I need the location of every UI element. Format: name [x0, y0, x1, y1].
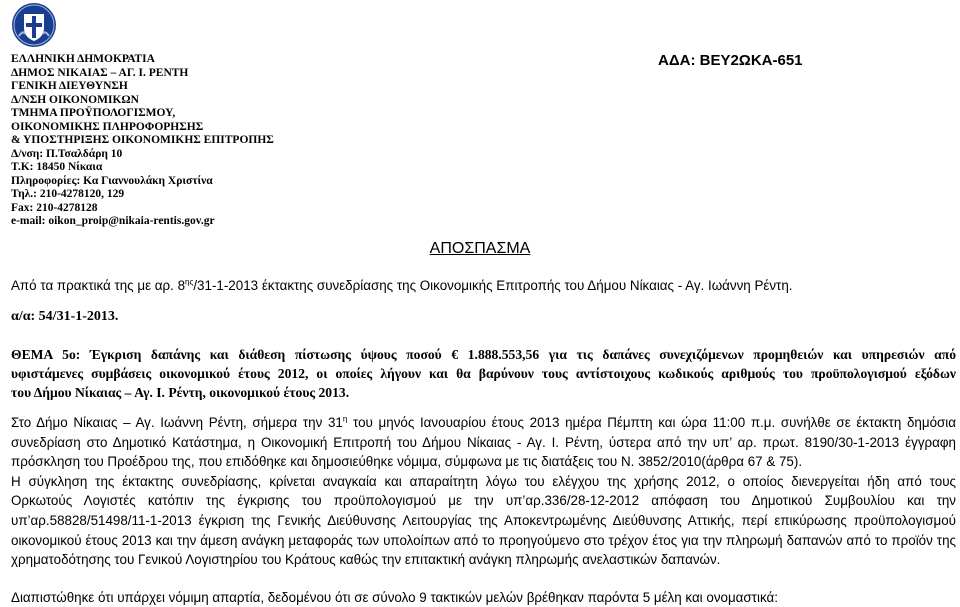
header-line: e-mail: oikon_proip@nikaia-rentis.gov.gr	[11, 215, 215, 227]
header-line: ΓΕΝΙΚΗ ΔΙΕΥΘΥΝΣΗ	[11, 80, 128, 92]
header-line: Τηλ.: 210-4278120, 129	[11, 188, 125, 200]
hellenic-republic-emblem-icon	[11, 2, 57, 48]
header-line: Πληροφορίες: Κα Γιαννουλάκη Χριστίνα	[11, 174, 213, 187]
body-line: πρόσκληση του Προέδρου της, που επιδόθηκε και δημοσιεύθηκε νόμιμα, σύμφωνα με τις διατάξεις του Ν. 3852/2010(άρθρα 67 & 75).	[11, 454, 803, 470]
header-line: Δ/ΝΣΗ ΟΙΚΟΝΟΜΙΚΩΝ	[11, 93, 139, 106]
ada-code: ΑΔΑ: ΒΕΥ2ΩΚΑ-651	[658, 52, 803, 69]
header-line: ΟΙΚΟΝΟΜΙΚΗΣ ΠΛΗΡΟΦΟΡΗΣΗΣ	[11, 120, 204, 133]
body-line: υπ’αρ.58828/51498/11-1-2013 έγκριση της Γενικής Διεύθυνσης Λειτουργίας της Αποκεντρωμένης Διεύθυνσης Αττικής, περί επικύρωσης προϋπολογισμού	[11, 512, 956, 528]
minutes-body	[11, 413, 956, 607]
body-line: Ορκωτούς Λογιστές κατόπιν της έγκρισης του προϋπολογισμού με την υπ’αρ.336/28-12-2012 απόφαση του Δημοτικού Συμβουλίου και την	[11, 493, 956, 509]
minutes-text-post: /31-1-2013 έκτακτης συνεδρίασης της Οικονομικής Επιτροπής του Δήμου Νίκαιας - Αγ. Ιωάννη Ρέντη.	[193, 278, 793, 293]
subject-line: υφιστάμενες συμβάσεις οικονομικού έτους 2012, οι οποίες λήγουν και θα βαρύνουν τους αντίστοιχους κωδικούς αριθμούς του προϋπολογισμού εξόδων	[11, 366, 956, 382]
issuer-header	[11, 53, 531, 229]
minutes-superscript: ης	[185, 277, 194, 287]
body-line: χρηματοδότησης του Γενικού Λογιστηρίου του Κράτους καθώς την επιτακτική ανάγκη πληρωμής ανελαστικών δαπανών.	[11, 552, 721, 568]
subject-line: του Δήμου Νίκαιας – Αγ. Ι. Ρέντη, οικονομικού έτους 2013.	[11, 385, 350, 401]
document-title: ΑΠΟΣΠΑΣΜΑ	[429, 240, 531, 257]
body-line: συνεδρίαση στο Δημοτικό Κατάστημα, η Οικονομική Επιτροπή του Δήμου Νίκαιας - Αγ. Ι. Ρέντη, ύστερα από την υπ’ αρ. πρωτ. 8190/30-1-2013 έγγραφη	[11, 434, 956, 450]
decision-number: α/α: 54/31-1-2013.	[11, 309, 119, 324]
quorum-line: Διαπιστώθηκε ότι υπάρχει νόμιμη απαρτία, δεδομένου ότι σε σύνολο 9 τακτικών μελών βρέθηκαν παρόντα 5 μέλη και ονομαστικά:	[11, 589, 778, 605]
header-line: Τ.Κ: 18450 Νίκαια	[11, 161, 103, 173]
header-line: ΔΗΜΟΣ ΝΙΚΑΙΑΣ – ΑΓ. Ι. ΡΕΝΤΗ	[11, 66, 189, 79]
body-line: οικονομικού έτους 2013 και την άμεση ανάγκη μεταφοράς των υπολοίπων από το προηγούμενο στο τρέχον έτος για την πληρωμή δαπανών από το προϊόν της	[11, 532, 956, 548]
header-line: ΕΛΛΗΝΙΚΗ ΔΗΜΟΚΡΑΤΙΑ	[11, 53, 155, 65]
body-line: Η σύγκληση της έκτακτης συνεδρίασης, κρίνεται αναγκαία και απαραίτητη λόγω του ελέγχου της χρήσης 2012, ο οποίος διενεργείται ήδη από τους	[11, 473, 956, 489]
body-text-post: του μηνός Ιανουαρίου έτους 2013 ημέρα Πέμπτη και ώρα 11:00 π.μ. συνήλθε σε έκτακτη δημόσια	[347, 415, 956, 430]
header-line: & ΥΠΟΣΤΗΡΙΞΗΣ ΟΙΚΟΝΟΜΙΚΗΣ ΕΠΙΤΡΟΠΗΣ	[11, 134, 274, 146]
minutes-text-pre: Από τα πρακτικά της με αρ. 8	[11, 278, 186, 293]
agenda-subject	[11, 345, 956, 403]
minutes-reference	[11, 276, 956, 296]
subject-line: ΘΕΜΑ 5ο: Έγκριση δαπάνης και διάθεση πίστωσης ύψους ποσού € 1.888.553,56 για τις δαπάνες συνεχιζόμενων προμηθειών και υπηρεσιών από	[11, 347, 956, 362]
body-superscript: η	[342, 414, 348, 424]
header-line: Fax: 210-4278128	[11, 201, 98, 214]
header-line: Δ/νση: Π.Τσαλδάρη 10	[11, 147, 123, 160]
body-line	[11, 413, 956, 433]
header-line: ΤΜΗΜΑ ΠΡΟΫΠΟΛΟΓΙΣΜΟΥ,	[11, 107, 176, 119]
body-text-pre: Στο Δήμο Νίκαιας – Αγ. Ιωάννη Ρέντη, σήμερα την 31	[11, 415, 343, 430]
